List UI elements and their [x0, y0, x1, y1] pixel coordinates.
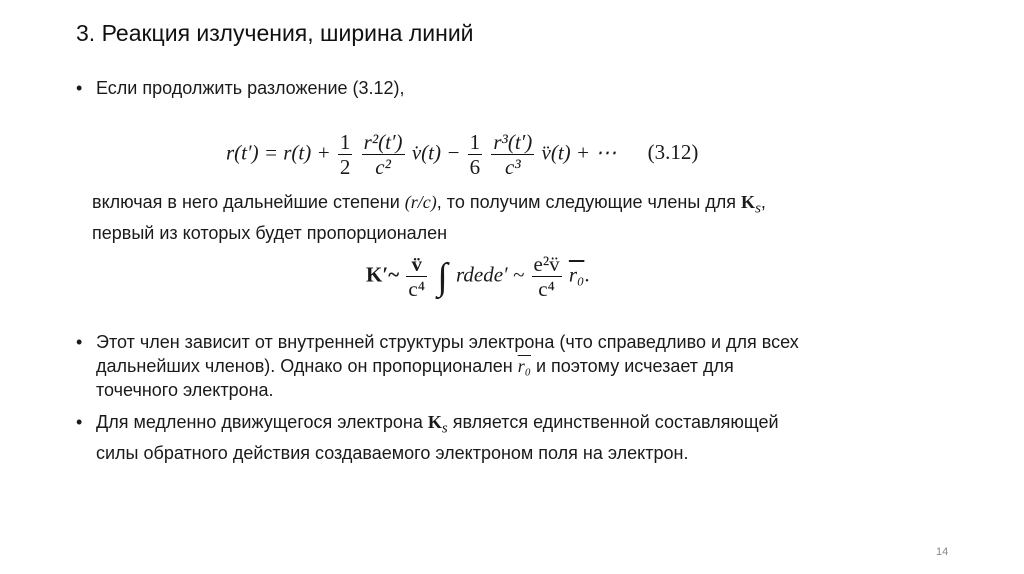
eq-term-vdot: v̇(t) −: [411, 140, 461, 165]
equation-k-prime: K′~ $\frac{v̈}{\text{c⁴}}$ ∫ rdede′ ~ $\frac{\text{e²v̈}}{\text{c⁴}}$ r₀.: [366, 252, 590, 301]
bullet-line: силы обратного действия создаваемого электроном поля на электрон.: [96, 442, 689, 463]
bullet-item-2: [76, 330, 799, 402]
equation-3-12: [226, 130, 698, 179]
page-number: 14: [936, 546, 949, 558]
fraction-r2-c2: $\frac{\text{r²(t′)}}{\text{c²}}$: [363, 130, 403, 179]
bullet-item-3: [76, 410, 779, 465]
integrand: rdede′ ~: [456, 262, 525, 287]
eq-term-vddot: v̈(t) + ⋯: [541, 140, 617, 165]
bullet-marker: •: [76, 412, 83, 432]
fraction-one-sixth: $\frac{1}{6}$: [469, 130, 481, 179]
bullet-marker: •: [76, 332, 83, 352]
bullet-line: дальнейших членов). Однако он пропорционален r₀ и поэтому исчезает для: [96, 356, 734, 376]
paragraph-line-2: первый из которых будет пропорционален: [92, 222, 448, 243]
symbol-K: K: [427, 412, 442, 432]
bullet-line: Этот член зависит от внутренней структуры электрона (что справедливо и для всех: [96, 332, 799, 352]
fraction-r3-c3: $\frac{\text{r³(t′)}}{\text{c³}}$: [493, 130, 533, 179]
bullet-text: Если продолжить разложение (3.12),: [96, 78, 405, 98]
bullet-marker: •: [76, 78, 83, 98]
fraction-one-half: $\frac{1}{2}$: [339, 130, 351, 179]
paragraph-line-1: включая в него дальнейшие степени (r/c), то получим следующие члены для $K_s$,: [92, 192, 766, 217]
bullet-line: Для медленно движущегося электрона $K_s$ является единственной составляющей: [96, 412, 779, 437]
ratio-r-over-c: (r/c): [404, 192, 437, 212]
paragraph-continuation: [92, 190, 766, 245]
slide-title: 3. Реакция излучения, ширина линий: [76, 20, 474, 46]
eq-lhs: r(t′) = r(t) +: [226, 140, 331, 165]
bullet-item-1: [76, 76, 405, 100]
fraction-e2-vddot-c4: $\frac{\text{e²v̈}}{\text{c⁴}}$: [533, 252, 560, 301]
bullet-line: точечного электрона.: [96, 380, 274, 400]
fraction-vddot-c4: $\frac{v̈}{\text{c⁴}}$: [408, 252, 426, 301]
integral-sign: ∫: [437, 255, 448, 298]
symbol-K: K: [741, 192, 756, 212]
mean-r0: r₀: [568, 262, 585, 287]
equation-number: (3.12): [647, 140, 699, 165]
eq2-lhs: K′~: [366, 262, 400, 287]
mean-r0-inline: r₀: [517, 356, 531, 376]
